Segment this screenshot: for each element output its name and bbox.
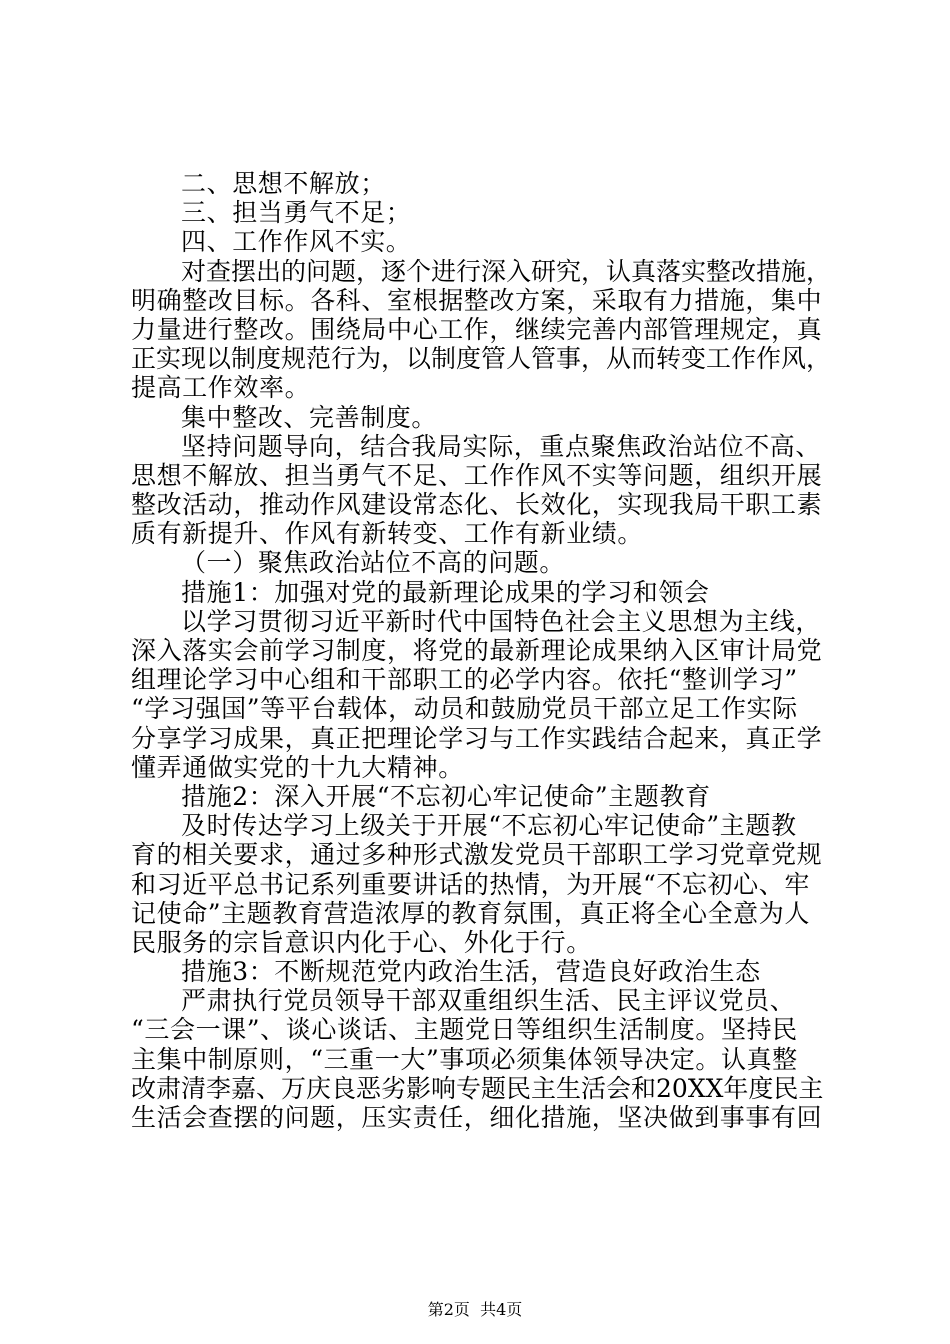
text-line: 及时传达学习上级关于开展“不忘初心牢记使命”主题教 [181, 811, 797, 841]
document-body [131, 169, 831, 1132]
text-line: “学习强国”等平台载体，动员和鼓励党员干部立足工作实际 [131, 694, 798, 724]
text-line: 三、担当勇气不足； [181, 198, 412, 228]
text-line: 力量进行整改。围绕局中心工作，继续完善内部管理规定，真 [131, 314, 823, 344]
text-line: 主集中制原则，“三重一大”事项必须集体领导决定。认真整 [131, 1044, 798, 1074]
text-line: 分享学习成果，真正把理论学习与工作实践结合起来，真正学 [131, 723, 823, 753]
text-line: 改肃清李嘉、万庆良恶劣影响专题民主生活会和20XX年度民主 [131, 1073, 824, 1103]
text-line: 坚持问题导向，结合我局实际，重点聚焦政治站位不高、 [181, 431, 822, 461]
text-line: 以学习贯彻习近平新时代中国特色社会主义思想为主线， [181, 606, 822, 636]
text-line: 措施3：不断规范党内政治生活，营造良好政治生态 [181, 957, 761, 987]
text-line: （一）聚焦政治站位不高的问题。 [181, 548, 566, 578]
text-line: 二、思想不解放； [181, 169, 386, 198]
text-line: 明确整改目标。各科、室根据整改方案，采取有力措施，集中 [131, 285, 823, 315]
text-line: 措施2：深入开展“不忘初心牢记使命”主题教育 [181, 781, 711, 811]
text-line: 组理论学习中心组和干部职工的必学内容。依托“整训学习” [131, 665, 798, 695]
text-line: 四、工作作风不实。 [181, 227, 412, 257]
text-line: 民服务的宗旨意识内化于心、外化于行。 [131, 927, 592, 957]
text-line: 质有新提升、作风有新转变、工作有新业绩。 [131, 519, 644, 549]
text-line: 育的相关要求，通过多种形式激发党员干部职工学习党章党规 [131, 840, 823, 870]
text-line: 记使命”主题教育营造浓厚的教育氛围，真正将全心全意为人 [131, 898, 810, 928]
text-line: 生活会查摆的问题，压实责任，细化措施，坚决做到事事有回 [131, 1103, 823, 1132]
text-line: 思想不解放、担当勇气不足、工作作风不实等问题，组织开展 [131, 460, 823, 490]
text-line: 正实现以制度规范行为，以制度管人管事，从而转变工作作风， [131, 344, 832, 374]
text-line: 严肃执行党员领导干部双重组织生活、民主评议党员、 [181, 986, 796, 1016]
text-line: 提高工作效率。 [131, 373, 311, 403]
text-line: 整改活动，推动作风建设常态化、长效化，实现我局干职工素 [131, 490, 823, 520]
text-line: 措施1：加强对党的最新理论成果的学习和领会 [181, 577, 710, 607]
text-line: 深入落实会前学习制度，将党的最新理论成果纳入区审计局党 [131, 636, 823, 665]
text-line: “三会一课”、谈心谈话、主题党日等组织生活制度。坚持民 [131, 1015, 798, 1045]
text-line: 和习近平总书记系列重要讲话的热情，为开展“不忘初心、牢 [131, 869, 810, 899]
text-line: 集中整改、完善制度。 [181, 402, 438, 432]
text-line: 懂弄通做实党的十九大精神。 [131, 752, 464, 782]
text-line: 对查摆出的问题，逐个进行深入研究，认真落实整改措施， [181, 256, 832, 286]
page-footer: 第2页 共4页 [427, 1300, 523, 1319]
